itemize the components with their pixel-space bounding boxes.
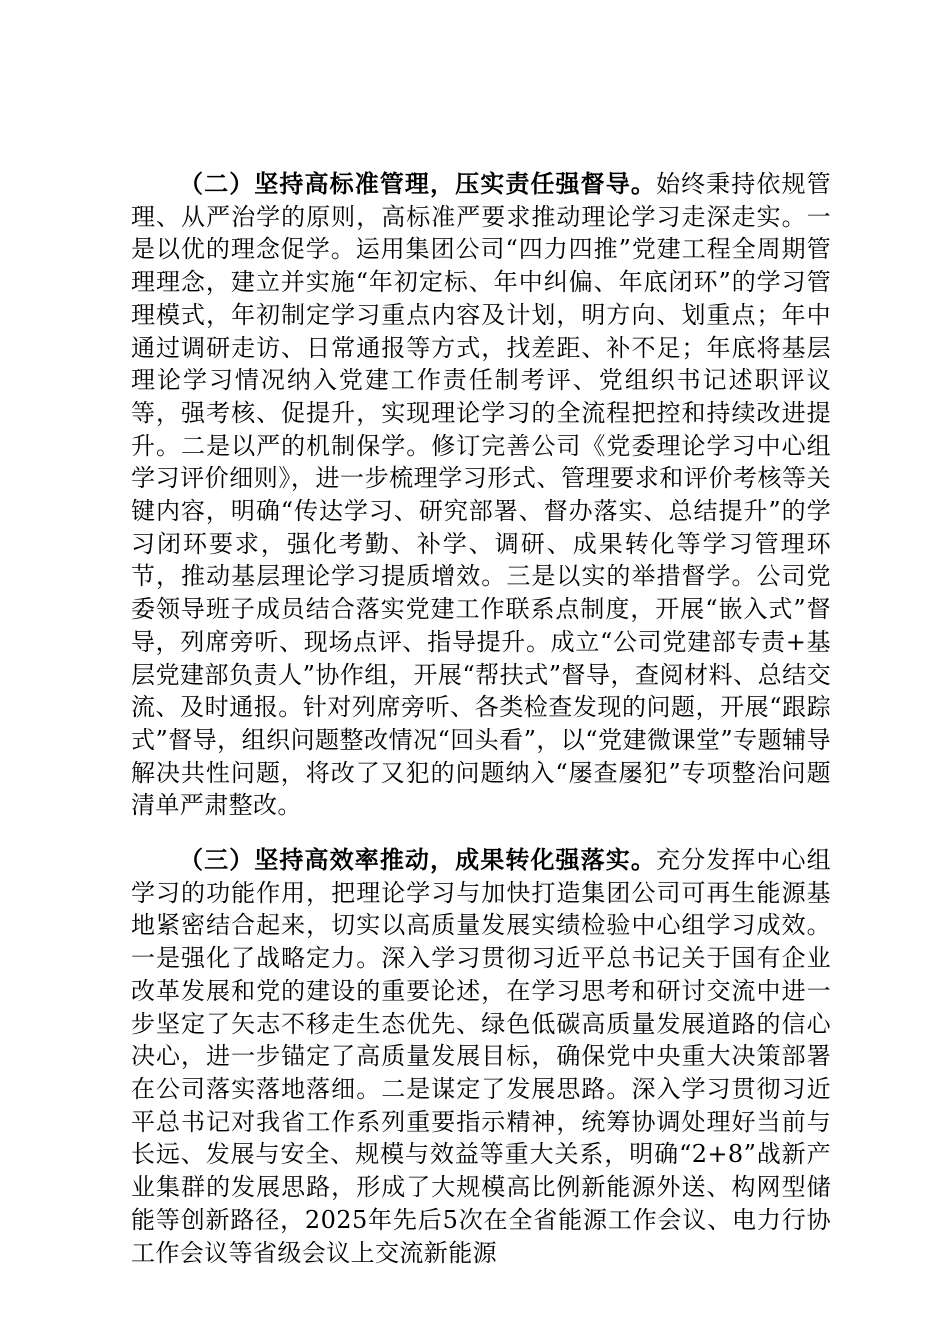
paragraph-efficiency	[131, 844, 831, 1269]
paragraph-body-text: 始终秉持依规管理、从严治学的原则，高标准严要求推动理论学习走深走实。一是以优的理念促学。运用集团公司“四力四推”党建工程全周期管理理念，建立并实施“年初定标、年中纠偏、年底闭环”的学习管理模式，年初制定学习重点内容及计划，明方向、划重点；年中通过调研走访、日常通报等方式，找差距、补不足；年底将基层理论学习情况纳入党建工作责任制考评、党组织书记述职评议等，强考核、促提升，实现理论学习的全流程把控和持续改进提升。二是以严的机制保学。修订完善公司《党委理论学习中心组学习评价细则》，进一步梳理学习形式、管理要求和评价考核等关键内容，明确“传达学习、研究部署、督办落实、总结提升”的学习闭环要求，强化考勤、补学、调研、成果转化等学习管理环节，推动基层理论学习提质增效。三是以实的举措督学。公司党委领导班子成员结合落实党建工作联系点制度，开展“嵌入式”督导，列席旁听、现场点评、指导提升。成立“公司党建部专责+基层党建部负责人”协作组，开展“帮扶式”督导，查阅材料、总结交流、及时通报。针对列席旁听、各类检查发现的问题，开展“跟踪式”督导，组织问题整改情况“回头看”，以“党建微课堂”专题辅导解决共性问题，将改了又犯的问题纳入“屡查屡犯”专项整治问题清单严肃整改。	[131, 170, 831, 820]
section-heading-two: （二）坚持高标准管理，压实责任强督导。	[179, 169, 656, 198]
section-heading-three: （三）坚持高效率推动，成果转化强落实。	[179, 845, 656, 875]
paragraph-management	[131, 168, 831, 822]
paragraph-body-text: 充分发挥中心组学习的功能作用，把理论学习与加快打造集团公司可再生能源基地紧密结合起来，切实以高质量发展实绩检验中心组学习成效。一是强化了战略定力。深入学习贯彻习近平总书记关于国有企业改革发展和党的建设的重要论述，在学习思考和研讨交流中进一步坚定了矢志不移走生态优先、绿色低碳高质量发展道路的信心决心，进一步锚定了高质量发展目标，确保党中央重大决策部署在公司落实落地落细。二是谋定了发展思路。深入学习贯彻习近平总书记对我省工作系列重要指示精神，统筹协调处理好当前与长远、发展与安全、规模与效益等重大关系，明确“2+8”战新产业集群的发展思路，形成了大规模高比例新能源外送、构网型储能等创新路径，2025年先后5次在全省能源工作会议、电力行协工作会议等省级会议上交流新能源	[131, 846, 831, 1267]
document-page	[131, 168, 831, 1269]
